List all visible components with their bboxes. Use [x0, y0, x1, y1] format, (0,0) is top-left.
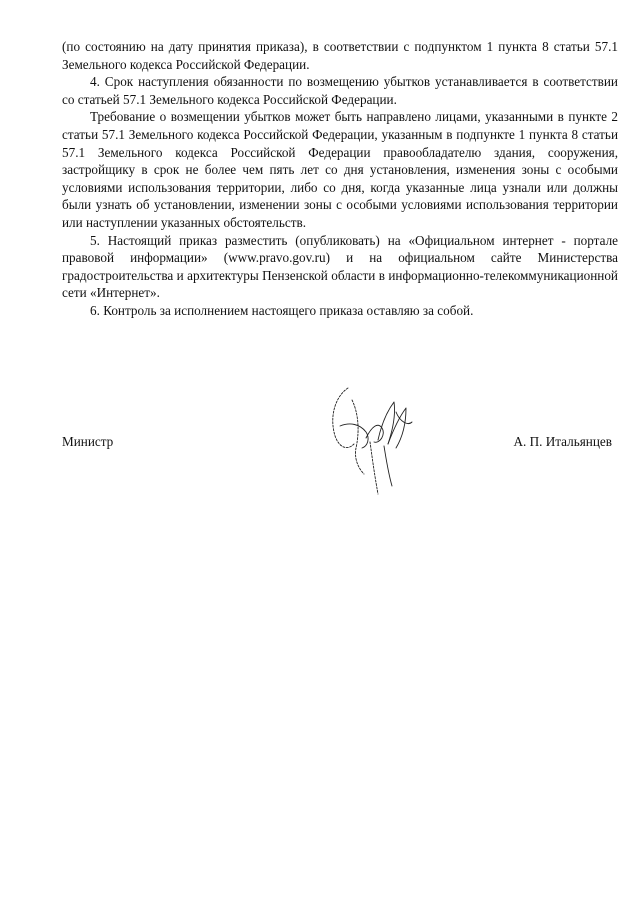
signature-row	[62, 434, 612, 454]
paragraph-item-4: 4. Срок наступления обязанности по возмещению убытков устанавливается в соответствии со статьей 57.1 Земельного кодекса Российской Федерации.	[62, 74, 618, 107]
signatory-position: Министр	[62, 434, 114, 449]
paragraph-item-5: 5. Настоящий приказ разместить (опубликовать) на «Официальном интернет - портале правовой информации» (www.pravo.gov.ru) и на официальном сайте Министерства градостроительства и архитектуры Пензенской области в информационно-телекоммуникационной сети «Интернет».	[62, 232, 618, 301]
signatory-name: А. П. Итальянцев	[513, 434, 612, 449]
paragraph-damages-claim: Требование о возмещении убытков может быть направлено лицами, указанными в пункте 2 статьи 57.1 Земельного кодекса Российской Федерации, указанным в подпункте 1 пункта 8 статьи 57.1 Земельного кодекса Российской Федерации правообладателю здания, сооружения, застройщику в срок не более чем пять лет со дня установления, изменения зоны с особыми условиями использования территории, либо со дня, когда указанные лица узнали или должны были узнать об установлении, изменении зоны с особыми условиями использования территории или наступлении указанных обстоятельств.	[62, 109, 618, 230]
paragraph-item-6: 6. Контроль за исполнением настоящего приказа оставляю за собой.	[90, 302, 474, 318]
document-body	[62, 38, 618, 320]
paragraph-continuation: (по состоянию на дату принятия приказа), в соответствии с подпунктом 1 пункта 8 статьи 57.1 Земельного кодекса Российской Федерации.	[62, 39, 618, 72]
